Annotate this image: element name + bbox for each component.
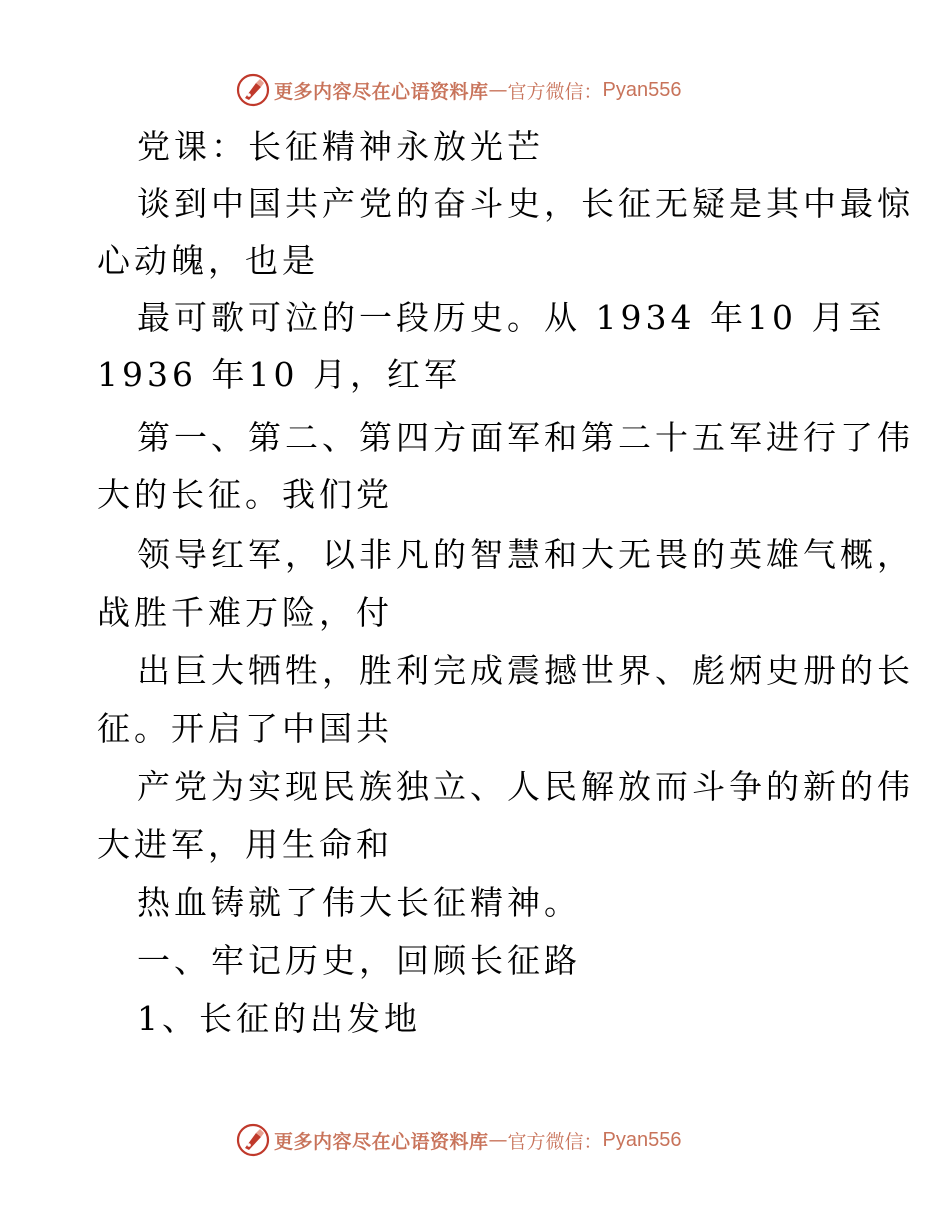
watermark-separator: —	[488, 1129, 508, 1151]
paragraph-line: 第一、第二、第四方面军和第二十五军进行了伟	[137, 418, 914, 457]
paragraph-line: 征。开启了中国共	[97, 709, 393, 748]
paragraph-line: 大进军，用生命和	[97, 825, 393, 864]
watermark-wechat-id: Pyan556	[602, 1128, 682, 1151]
paragraph-line: 谈到中国共产党的奋斗史，长征无疑是其中最惊	[137, 184, 914, 223]
paragraph-line: 出巨大牺牲，胜利完成震撼世界、彪炳史册的长	[137, 651, 914, 690]
paragraph-line: 1936 年10 月，红军	[97, 355, 461, 394]
watermark-main-text: 更多内容尽在心语资料库	[274, 80, 489, 103]
paragraph-line: 热血铸就了伟大长征精神。	[137, 883, 581, 922]
paragraph-line: 战胜千难万险，付	[97, 593, 393, 632]
watermark-main-text: 更多内容尽在心语资料库	[274, 1130, 489, 1153]
subsection-heading: 1、长征的出发地	[137, 999, 421, 1038]
pen-nib-logo-icon	[236, 73, 270, 107]
paragraph-line: 产党为实现民族独立、人民解放而斗争的新的伟	[137, 767, 914, 806]
document-title: 党课：长征精神永放光芒	[137, 127, 544, 166]
watermark-separator: —	[488, 79, 508, 101]
paragraph-line: 最可歌可泣的一段历史。从 1934 年10 月至	[137, 298, 886, 337]
watermark-wechat-label: 官方微信：	[507, 1130, 603, 1153]
paragraph-line: 心动魄，也是	[97, 241, 319, 280]
section-heading: 一、牢记历史，回顾长征路	[137, 941, 581, 980]
paragraph-line: 领导红军，以非凡的智慧和大无畏的英雄气概，	[137, 535, 914, 574]
watermark-wechat-id: Pyan556	[602, 78, 682, 101]
paragraph-line: 大的长征。我们党	[97, 475, 393, 514]
pen-nib-logo-icon	[236, 1123, 270, 1157]
footer-watermark	[236, 1122, 682, 1158]
watermark-wechat-label: 官方微信：	[507, 80, 603, 103]
header-watermark	[236, 72, 682, 108]
